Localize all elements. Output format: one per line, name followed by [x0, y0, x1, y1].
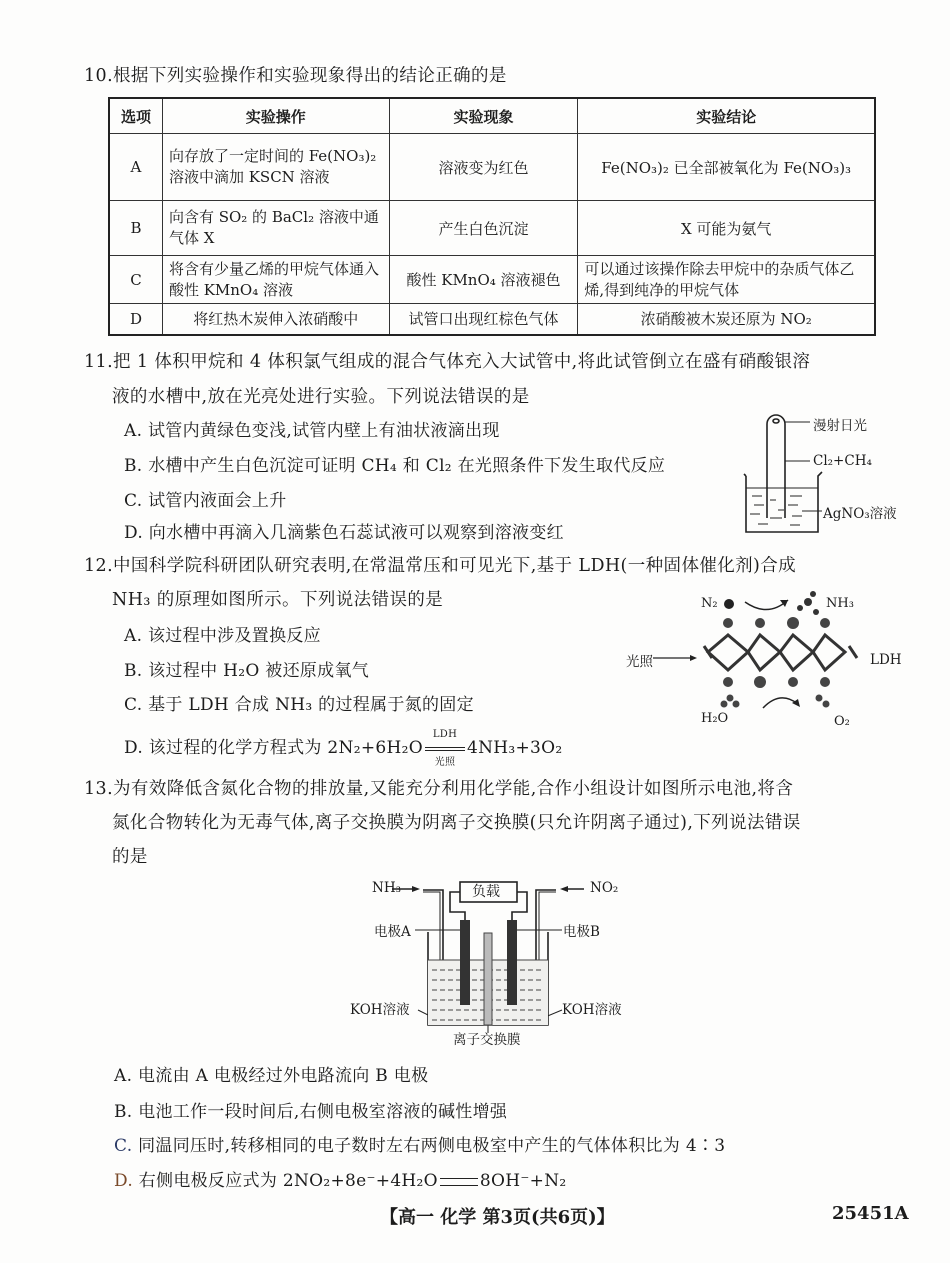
- q11-option-a: A. 试管内黄绿色变浅,试管内壁上有油状液滴出现: [124, 421, 500, 441]
- row-conclusion: 可以通过该操作除去甲烷中的杂质气体乙烯,得到纯净的甲烷气体: [578, 256, 875, 304]
- table-row: [109, 201, 875, 256]
- table-header-row: [109, 98, 875, 134]
- option-letter: D.: [114, 1171, 134, 1191]
- table-row: [109, 134, 875, 201]
- label-diffuse-sunlight: 漫射日光: [813, 418, 867, 434]
- option-d-suffix: 8OH⁻+N₂: [479, 1171, 567, 1191]
- n2-molecule-icon: [724, 599, 734, 609]
- q11-stem-line1: 11.把 1 体积甲烷和 4 体积氯气组成的混合气体充入大试管中,将此试管倒立在盛有硝酸银溶: [84, 352, 811, 372]
- exam-code: 25451A: [832, 1203, 909, 1224]
- q12-stem-line2: NH₃ 的原理如图所示。下列说法错误的是: [112, 590, 444, 610]
- option-letter: A.: [114, 1066, 133, 1086]
- header-phenomenon: 实验现象: [389, 98, 578, 134]
- q12-stem-line1: 12.中国科学院科研团队研究表明,在常温常压和可见光下,基于 LDH(一种固体催化剂)合成: [84, 556, 797, 576]
- q11-option-b: B. 水槽中产生白色沉淀可证明 CH₄ 和 Cl₂ 在光照条件下发生取代反应: [124, 456, 666, 476]
- label-h2o: H₂O: [701, 711, 729, 726]
- label-cl2-ch4: Cl₂+CH₄: [813, 453, 872, 469]
- q13-option-d: [114, 1166, 567, 1191]
- option-text: 电池工作一段时间后,右侧电极室溶液的碱性增强: [132, 1102, 508, 1122]
- q11-stem-line2: 液的水槽中,放在光亮处进行实验。下列说法错误的是: [112, 387, 530, 407]
- q13-stem-line1: 13.为有效降低含氮化合物的排放量,又能充分利用化学能,合作小组设计如图所示电池,将含: [84, 779, 794, 799]
- table-row: [109, 256, 875, 304]
- option-letter: B.: [114, 1102, 133, 1122]
- q13-stem-line3: 的是: [112, 847, 148, 867]
- q12-option-b: B. 该过程中 H₂O 被还原成氧气: [124, 661, 370, 681]
- q12-option-d-suffix: 4NH₃+3O₂: [466, 738, 563, 758]
- option-text: 电流由 A 电极经过外电路流向 B 电极: [132, 1066, 429, 1086]
- q12-option-d: [124, 728, 563, 768]
- row-phenomenon: 溶液变为红色: [389, 134, 578, 201]
- electrode-a-rod: [460, 920, 470, 1005]
- option-letter: C.: [114, 1136, 133, 1156]
- reaction-condition: [425, 728, 465, 768]
- row-phenomenon: 酸性 KMnO₄ 溶液褪色: [389, 256, 578, 304]
- label-n2: N₂: [701, 596, 718, 611]
- label-load: 负载: [472, 884, 500, 900]
- option-text: 同温同压时,转移相同的电子数时左右两侧电极室中产生的气体体积比为 4∶3: [132, 1136, 726, 1156]
- row-conclusion: X 可能为氨气: [578, 201, 875, 256]
- q13-option-a: [114, 1061, 428, 1086]
- label-koh-left: KOH溶液: [350, 1002, 410, 1018]
- ldh-mechanism-diagram: [620, 590, 910, 730]
- condition-catalyst: LDH: [432, 728, 458, 740]
- electrode-b-rod: [507, 920, 517, 1005]
- label-koh-right: KOH溶液: [562, 1002, 622, 1018]
- row-option: D: [109, 304, 162, 335]
- label-illumination: 光照: [626, 654, 653, 670]
- label-nh3: NH₃: [826, 596, 854, 611]
- row-option: C: [109, 256, 162, 304]
- row-conclusion: 浓硝酸被木炭还原为 NO₂: [578, 304, 875, 335]
- ldh-lattice-icon: [704, 635, 857, 670]
- label-membrane: 离子交换膜: [453, 1032, 521, 1048]
- q13-stem-line2: 氮化合物转化为无毒气体,离子交换膜为阴离子交换膜(只允许阴离子通过),下列说法错误: [112, 813, 801, 833]
- table-row: [109, 304, 875, 335]
- nh3-molecule-icon: [797, 591, 819, 615]
- q12-option-c: C. 基于 LDH 合成 NH₃ 的过程属于氮的固定: [124, 695, 474, 715]
- q12-option-a: A. 该过程中涉及置换反应: [124, 626, 321, 646]
- ion-exchange-membrane: [484, 933, 492, 1025]
- option-text: 右侧电极反应式为 2NO₂+8e⁻+4H₂O: [133, 1171, 438, 1191]
- row-option: B: [109, 201, 162, 256]
- row-option: A: [109, 134, 162, 201]
- label-nh3-inlet: NH₃: [372, 880, 401, 896]
- q13-option-b: [114, 1097, 507, 1122]
- row-phenomenon: 产生白色沉淀: [389, 201, 578, 256]
- h2o-molecule-icon: [721, 695, 740, 708]
- label-electrode-b: 电极B: [563, 924, 600, 940]
- label-o2: O₂: [834, 714, 850, 729]
- o2-molecule-icon: [816, 695, 830, 708]
- label-ldh: LDH: [870, 652, 902, 668]
- header-operation: 实验操作: [162, 98, 389, 134]
- row-phenomenon: 试管口出现红棕色气体: [389, 304, 578, 335]
- row-conclusion: Fe(NO₃)₂ 已全部被氧化为 Fe(NO₃)₃: [578, 134, 875, 201]
- condition-light: 光照: [434, 756, 456, 768]
- label-electrode-a: 电极A: [374, 924, 411, 940]
- row-operation: 向存放了一定时间的 Fe(NO₃)₂ 溶液中滴加 KSCN 溶液: [162, 134, 389, 201]
- row-operation: 将红热木炭伸入浓硝酸中: [162, 304, 389, 335]
- label-no2-inlet: NO₂: [590, 880, 619, 896]
- row-operation: 将含有少量乙烯的甲烷气体通入酸性 KMnO₄ 溶液: [162, 256, 389, 304]
- row-operation: 向含有 SO₂ 的 BaCl₂ 溶液中通气体 X: [162, 201, 389, 256]
- header-option: 选项: [109, 98, 162, 134]
- q10-table: [108, 97, 876, 336]
- page-footer-label: 【高一 化学 第3页(共6页)】: [380, 1207, 615, 1228]
- q13-option-c: [114, 1131, 725, 1156]
- q10-stem: 10.根据下列实验操作和实验现象得出的结论正确的是: [84, 66, 507, 86]
- q11-option-c: C. 试管内液面会上升: [124, 491, 287, 511]
- label-agno3-solution: AgNO₃溶液: [823, 506, 897, 522]
- q11-option-d: D. 向水槽中再滴入几滴紫色石蕊试液可以观察到溶液变红: [124, 523, 564, 543]
- q12-option-d-prefix: D. 该过程的化学方程式为 2N₂+6H₂O: [124, 738, 423, 758]
- equals-sign: [440, 1178, 478, 1186]
- header-conclusion: 实验结论: [578, 98, 875, 134]
